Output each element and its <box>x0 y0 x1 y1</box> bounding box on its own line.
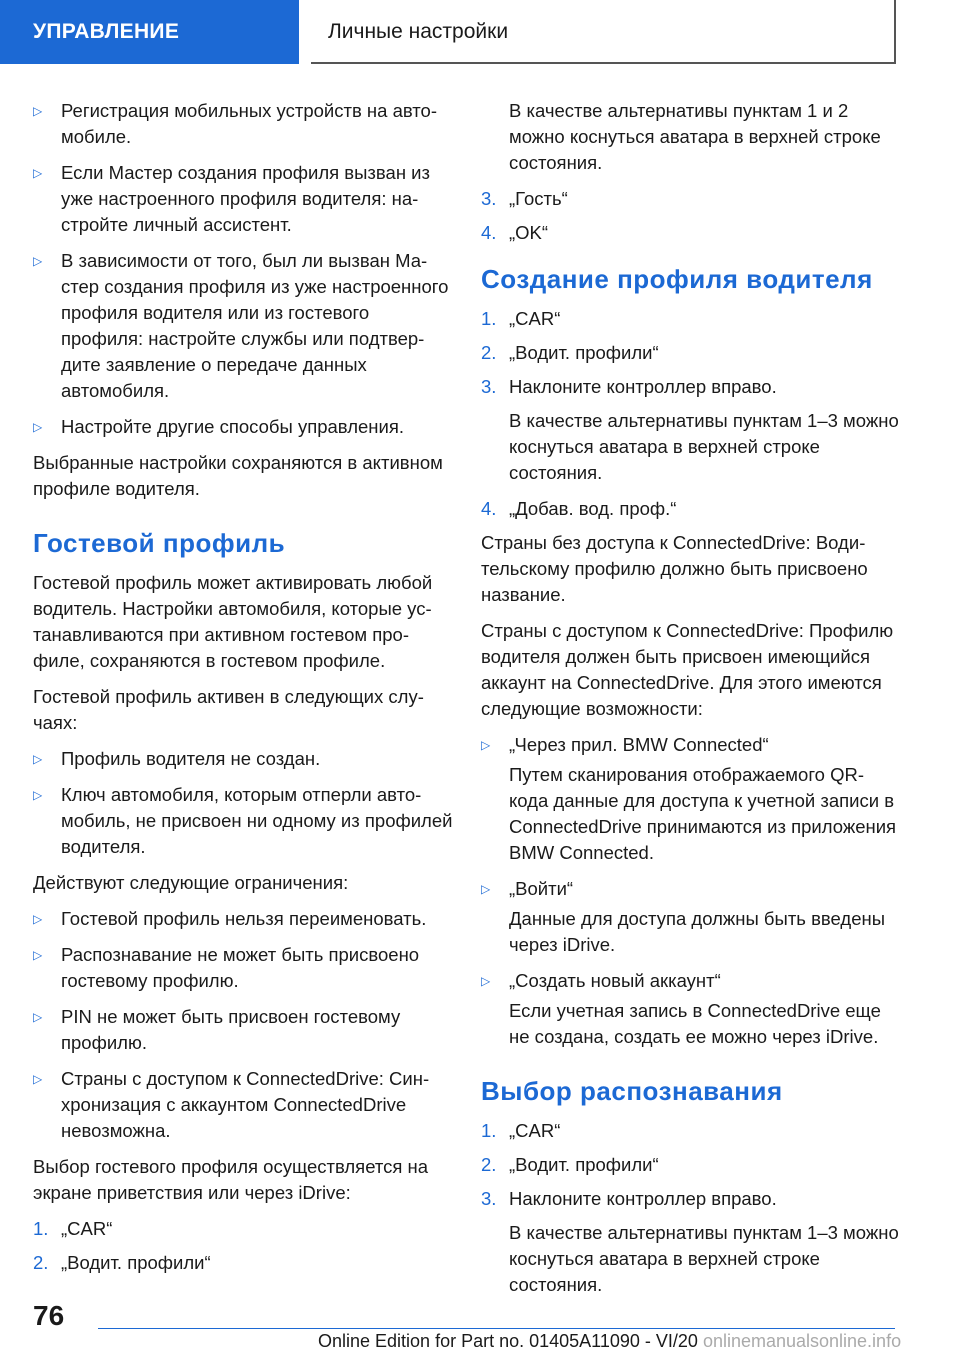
paragraph: Если учетная запись в ConnectedDrive еще не создана, создать ее можно через iDrive. <box>509 1000 881 1047</box>
paragraph: В качестве альтернативы пунктам 1–3 можно коснуться аватара в верхней строке состояния. <box>509 410 899 483</box>
bullet-triangle-icon: ▷ <box>33 752 43 766</box>
step-item: 4. „OK“ <box>481 222 549 243</box>
bullet-triangle-icon: ▷ <box>33 1072 43 1086</box>
create-profile-heading: Создание профиля водителя <box>481 264 873 294</box>
bullet-triangle-icon: ▷ <box>481 974 491 988</box>
section-title: Личные настройки <box>311 0 896 64</box>
paragraph: Выбранные настройки сохраняются в активном профиле водителя. <box>33 452 443 499</box>
guest-profile-heading: Гостевой профиль <box>33 528 286 558</box>
list-item: ▷ Профиль водителя не создан. <box>33 746 453 772</box>
bullet-triangle-icon: ▷ <box>33 104 43 118</box>
paragraph: В качестве альтернативы пунктам 1–3 можно коснуться аватара в верхней строке состояния. <box>509 1222 899 1295</box>
bullet-triangle-icon: ▷ <box>33 254 43 268</box>
step-item: 1. „CAR“ <box>33 1218 113 1239</box>
step-item: 3. Наклоните контроллер вправо. <box>481 1188 777 1209</box>
footer-divider <box>98 1328 895 1329</box>
bullet-triangle-icon: ▷ <box>481 738 491 752</box>
bullet-triangle-icon: ▷ <box>33 1010 43 1024</box>
page-number: 76 <box>33 1300 65 1331</box>
list-item: ▷ PIN не может быть присвоен гостевому профилю. <box>33 1006 401 1053</box>
bullet-triangle-icon: ▷ <box>33 166 43 180</box>
step-item: 2. „Водит. профили“ <box>33 1252 211 1273</box>
paragraph: Выбор гостевого профиля осуществляется на экране приветствия или через iDrive: <box>33 1156 429 1203</box>
step-item: 2. „Водит. профили“ <box>481 1154 659 1175</box>
list-item: ▷ Настройте другие способы управления. <box>33 414 453 440</box>
list-item: ▷ „Создать новый аккаунт“ <box>481 968 901 994</box>
paragraph: Страны с доступом к ConnectedDrive: Профилю водителя должен быть присвоен имеющийся аккаунт на ConnectedDrive. Для этого имеются следующие возможности: <box>481 620 894 719</box>
list-item: ▷ „Через прил. BMW Connected“ <box>481 732 901 758</box>
chapter-tab: УПРАВЛЕНИЕ <box>0 0 299 64</box>
list-item: ▷ Страны с доступом к ConnectedDrive: Синхронизация с аккаунтом ConnectedDrive невозможна. <box>33 1068 430 1141</box>
step-item: 2. „Водит. профили“ <box>481 342 659 363</box>
footer-edition: Online Edition for Part no. 01405A11090 - VI/20 onlinemanualsonline.info <box>318 1331 902 1351</box>
list-item: ▷ „Войти“ <box>481 876 901 902</box>
bullet-triangle-icon: ▷ <box>33 788 43 802</box>
paragraph: Страны без доступа к ConnectedDrive: Водительскому профилю должно быть присвоено название. <box>481 532 868 605</box>
paragraph: Данные для доступа должны быть введены через iDrive. <box>509 908 886 955</box>
bullet-triangle-icon: ▷ <box>33 912 43 926</box>
step-item: 4. „Добав. вод. проф.“ <box>481 498 677 519</box>
step-item: 1. „CAR“ <box>481 1120 561 1141</box>
list-item: ▷ Распознавание не может быть присвоено гостевому профилю. <box>33 944 420 991</box>
list-item: ▷ В зависимости от того, был ли вызван Мастер создания профиля из уже настроенного профиля водителя или из гостевого профиля: настройте службы или подтвердите заявление о передаче данных автомобиля. <box>33 250 449 401</box>
footer-watermark: onlinemanualsonline.info <box>702 1331 902 1351</box>
paragraph: Гостевой профиль может активировать любой водитель. Настройки автомобиля, которые устанавливаются при активном гостевом профиле, сохраняются в гостевом профиле. <box>33 572 433 671</box>
recognition-heading: Выбор распознавания <box>481 1076 783 1106</box>
paragraph: Действуют следующие ограничения: <box>33 872 349 893</box>
step-item: 1. „CAR“ <box>481 308 561 329</box>
step-item: 3. Наклоните контроллер вправо. <box>481 376 777 397</box>
list-item: ▷ Регистрация мобильных устройств на автомобиле. <box>33 100 438 147</box>
right-column <box>481 98 901 1308</box>
left-column <box>33 98 453 1284</box>
list-item: ▷ Ключ автомобиля, которым отперли автомобиль, не присвоен ни одному из профилей водителя. <box>33 784 453 857</box>
bullet-triangle-icon: ▷ <box>33 420 43 434</box>
list-item: ▷ Гостевой профиль нельзя переименовать. <box>33 906 453 932</box>
bullet-triangle-icon: ▷ <box>33 948 43 962</box>
paragraph: Путем сканирования отображаемого QR-кода данные для доступа к учетной записи в ConnectedDrive принимаются из приложения BMW Connected. <box>509 764 897 863</box>
list-item: ▷ Если Мастер создания профиля вызван из уже настроенного профиля водителя: настройте личный ассистент. <box>33 162 430 235</box>
bullet-triangle-icon: ▷ <box>481 882 491 896</box>
paragraph: В качестве альтернативы пунктам 1 и 2 можно коснуться аватара в верхней строке состояния. <box>509 100 881 173</box>
step-item: 3. „Гость“ <box>481 188 568 209</box>
paragraph: Гостевой профиль активен в следующих случаях: <box>33 686 424 733</box>
